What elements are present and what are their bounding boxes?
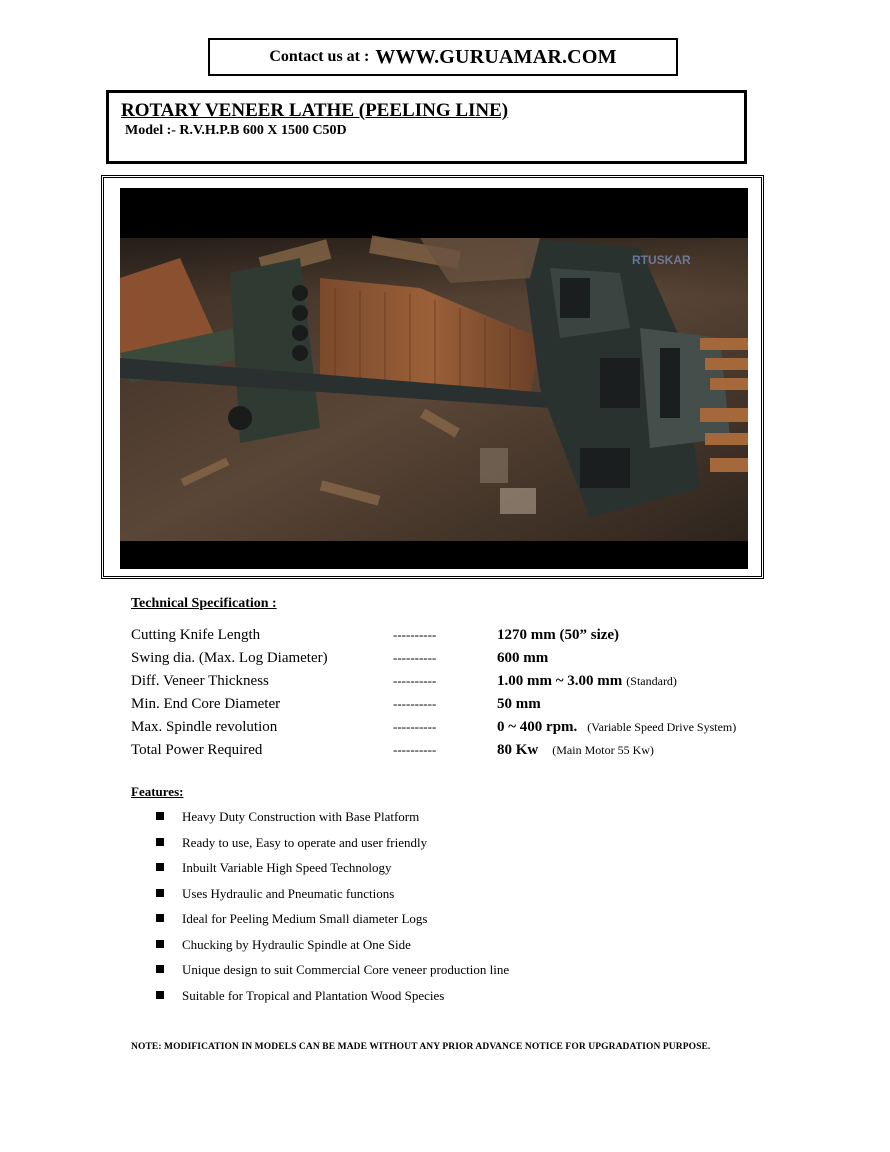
bullet-icon bbox=[156, 991, 164, 999]
bullet-icon bbox=[156, 812, 164, 820]
feature-text: Ideal for Peeling Medium Small diameter Logs bbox=[182, 911, 428, 926]
spec-value bbox=[497, 694, 541, 714]
feature-text: Heavy Duty Construction with Base Platform bbox=[182, 809, 420, 824]
spec-value-text: 600 mm bbox=[497, 650, 549, 666]
spec-name: Total Power Required bbox=[131, 742, 263, 758]
product-title: ROTARY VENEER LATHE (PEELING LINE) bbox=[121, 100, 509, 121]
spec-value-text: 50 mm bbox=[497, 696, 541, 712]
bullet-icon bbox=[156, 940, 164, 948]
spec-note: (Standard) bbox=[626, 674, 677, 688]
contact-label: Contact us at : bbox=[269, 48, 370, 65]
list-item bbox=[156, 961, 509, 987]
list-item bbox=[156, 808, 509, 834]
bullet-icon bbox=[156, 863, 164, 871]
spec-value bbox=[497, 625, 619, 645]
spec-note: (Variable Speed Drive System) bbox=[587, 720, 737, 734]
list-item bbox=[156, 987, 509, 1013]
features-heading: Features: bbox=[131, 784, 184, 799]
spec-value-text: 80 Kw bbox=[497, 742, 539, 758]
feature-text: Chucking by Hydraulic Spindle at One Side bbox=[182, 936, 411, 952]
feature-text: Unique design to suit Commercial Core veneer production line bbox=[182, 962, 510, 977]
list-item bbox=[156, 859, 509, 885]
spec-value-text: 0 ~ 400 rpm. bbox=[497, 719, 578, 735]
spec-dash: ---------- bbox=[393, 719, 437, 734]
spec-value bbox=[497, 671, 677, 691]
spec-row bbox=[131, 671, 791, 694]
spec-row bbox=[131, 625, 791, 648]
spec-name: Cutting Knife Length bbox=[131, 627, 261, 643]
spec-value-text: 1.00 mm ~ 3.00 mm bbox=[497, 673, 623, 689]
spec-name: Max. Spindle revolution bbox=[131, 719, 278, 735]
list-item bbox=[156, 910, 509, 936]
feature-text: Uses Hydraulic and Pneumatic functions bbox=[182, 885, 395, 901]
spec-dash: ---------- bbox=[393, 742, 437, 757]
contact-banner bbox=[208, 38, 678, 76]
spec-value-text: 1270 mm (50” size) bbox=[497, 627, 620, 643]
bullet-icon bbox=[156, 965, 164, 973]
feature-text: Inbuilt Variable High Speed Technology bbox=[182, 860, 392, 875]
spec-name: Diff. Veneer Thickness bbox=[131, 673, 269, 689]
spec-dash: ---------- bbox=[393, 650, 437, 665]
website-link[interactable]: WWW.GURUAMAR.COM bbox=[375, 45, 617, 68]
photo-frame bbox=[101, 175, 764, 579]
spec-row bbox=[131, 740, 791, 763]
list-item bbox=[156, 936, 509, 962]
spec-note: (Main Motor 55 Kw) bbox=[552, 743, 654, 757]
features-list bbox=[156, 808, 509, 1012]
spec-dash: ---------- bbox=[393, 696, 437, 711]
title-block bbox=[106, 90, 747, 164]
model-number: Model :- R.V.H.P.B 600 X 1500 C50D bbox=[125, 123, 347, 138]
feature-text: Suitable for Tropical and Plantation Wood Species bbox=[182, 987, 445, 1003]
bullet-icon bbox=[156, 838, 164, 846]
spec-table bbox=[131, 625, 791, 763]
spec-row bbox=[131, 648, 791, 671]
spec-dash: ---------- bbox=[393, 673, 437, 688]
watermark-text: RTUSKAR bbox=[632, 253, 691, 267]
spec-heading: Technical Specification : bbox=[131, 596, 277, 611]
spec-name: Swing dia. (Max. Log Diameter) bbox=[131, 650, 328, 666]
spec-value bbox=[497, 740, 654, 760]
bullet-icon bbox=[156, 889, 164, 897]
spec-row bbox=[131, 717, 791, 740]
spec-row bbox=[131, 694, 791, 717]
list-item bbox=[156, 885, 509, 911]
spec-value bbox=[497, 648, 548, 668]
spec-name: Min. End Core Diameter bbox=[131, 696, 281, 712]
bullet-icon bbox=[156, 914, 164, 922]
spec-value bbox=[497, 717, 736, 737]
feature-text: Ready to use, Easy to operate and user friendly bbox=[182, 834, 428, 850]
machine-photo bbox=[120, 188, 748, 569]
list-item bbox=[156, 834, 509, 860]
footer-note: NOTE: MODIFICATION IN MODELS CAN BE MADE WITHOUT ANY PRIOR ADVANCE NOTICE FOR UPGRADATION PURPOSE. bbox=[131, 1042, 711, 1052]
spec-dash: ---------- bbox=[393, 627, 437, 642]
